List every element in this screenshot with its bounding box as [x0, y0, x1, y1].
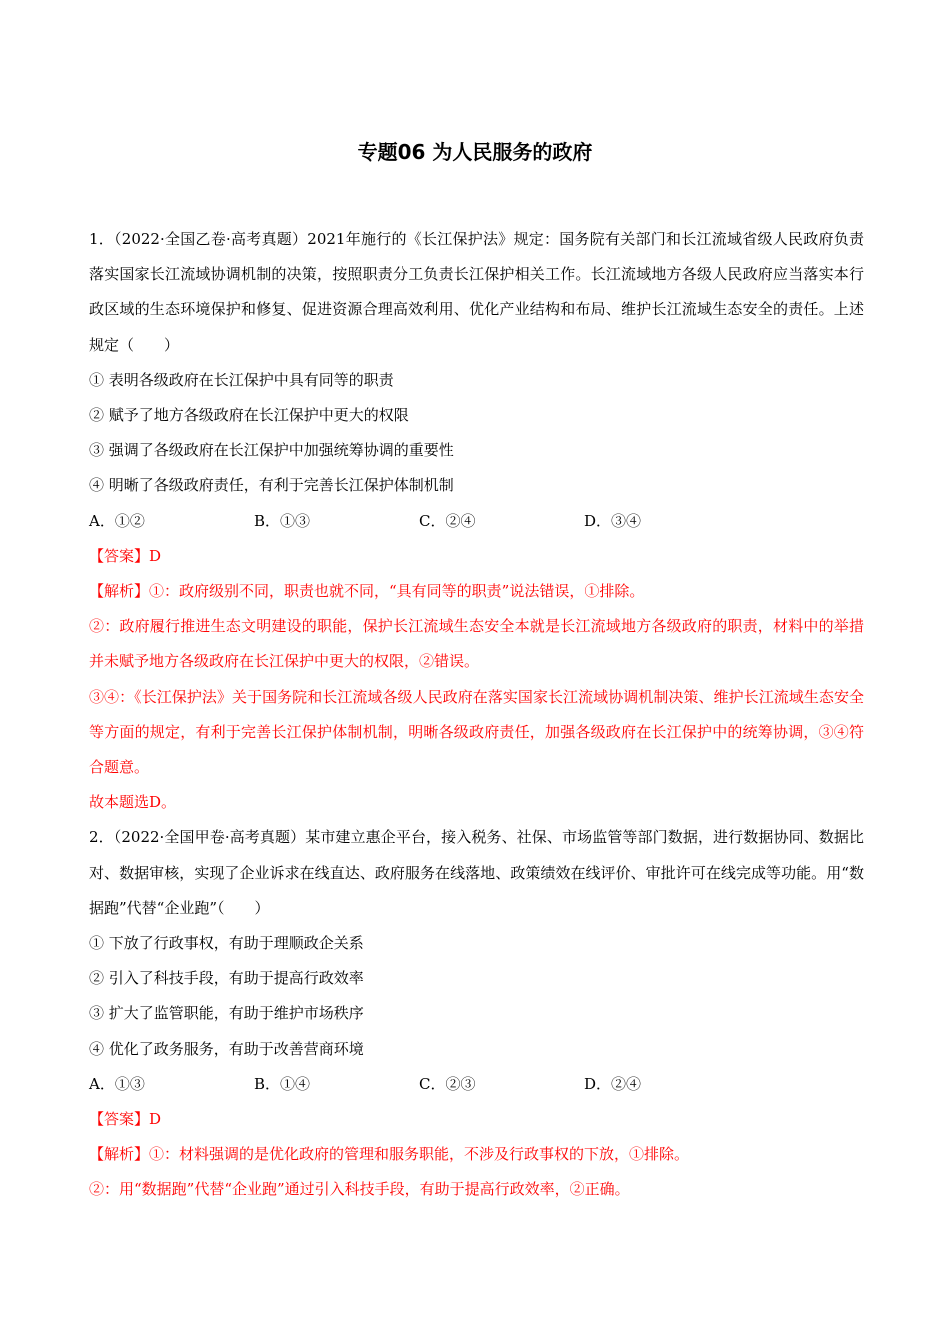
page-title: 专题06 为人民服务的政府 — [357, 140, 593, 164]
question-2-option-a: A．①③ — [89, 1074, 145, 1093]
question-1-statement-4: ④ 明晰了各级政府责任，有利于完善长江保护体制机制 — [89, 476, 454, 495]
question-1-stem: 1．（2022·全国乙卷·高考真题）2021年施行的《长江保护法》规定：国务院有关部门和长江流域省级人民政府负责落实国家长江流域协调机制的决策，按照职责分工负责长江保护相关工作。长江流域地方各级人民政府应当落实本行政区域的生态环境保护和修复、促进资源合理高效利用、优化产业结构和布局、维护长江流域生态安全的责任。上述规定（ ） — [89, 230, 864, 354]
question-2-analysis-2: ②：用“数据跑”代替“企业跑”通过引入科技手段，有助于提高行政效率，②正确。 — [89, 1180, 630, 1199]
question-1-analysis-2: ②：政府履行推进生态文明建设的职能，保护长江流域生态安全本就是长江流域地方各级政府的职责，材料中的举措并未赋予地方各级政府在长江保护中更大的权限，②错误。 — [89, 617, 864, 671]
question-1-analysis-4: 故本题选D。 — [89, 793, 177, 812]
question-1-option-c: C．②④ — [419, 511, 476, 530]
question-1-statement-2: ② 赋予了地方各级政府在长江保护中更大的权限 — [89, 406, 409, 425]
question-1-analysis-3: ③④：《长江保护法》关于国务院和长江流域各级人民政府在落实国家长江流域协调机制决策、维护长江流域生态安全等方面的规定，有利于完善长江保护体制机制，明晰各级政府责任，加强各级政府在长江保护中的统筹协调，③④符合题意。 — [89, 687, 864, 777]
question-2-answer: 【答案】D — [89, 1110, 162, 1129]
question-2-analysis-1: 【解析】①：材料强调的是优化政府的管理和服务职能，不涉及行政事权的下放，①排除。 — [89, 1145, 690, 1164]
question-1-statement-1: ① 表明各级政府在长江保护中具有同等的职责 — [89, 370, 394, 389]
question-1-analysis-1: 【解析】①：政府级别不同，职责也就不同，“具有同等的职责”说法错误，①排除。 — [89, 582, 645, 601]
question-2-statement-1: ① 下放了行政事权，有助于理顺政企关系 — [89, 934, 364, 953]
question-2-statement-2: ② 引入了科技手段，有助于提高行政效率 — [89, 969, 364, 988]
question-2-option-d: D．②④ — [584, 1074, 642, 1093]
question-2-statement-3: ③ 扩大了监管职能，有助于维护市场秩序 — [89, 1004, 364, 1023]
question-1-option-b: B．①③ — [254, 511, 311, 530]
question-1-statement-3: ③ 强调了各级政府在长江保护中加强统筹协调的重要性 — [89, 441, 454, 460]
question-2-stem: 2．（2022·全国甲卷·高考真题）某市建立惠企平台，接入税务、社保、市场监管等部门数据，进行数据协同、数据比对、数据审核，实现了企业诉求在线直达、政府服务在线落地、政策绩效在线评价、审批许可在线完成等功能。用“数据跑”代替“企业跑”（ ） — [89, 828, 864, 917]
question-1-options — [89, 504, 864, 539]
question-list — [89, 222, 864, 1208]
question-2-option-b: B．①④ — [254, 1074, 311, 1093]
question-1-option-a: A．①② — [89, 511, 145, 530]
question-1-answer: 【答案】D — [89, 546, 162, 565]
question-1-option-d: D．③④ — [584, 511, 642, 530]
question-2-statement-4: ④ 优化了政务服务，有助于改善营商环境 — [89, 1039, 364, 1058]
question-2-option-c: C．②③ — [419, 1074, 476, 1093]
question-2-options — [89, 1067, 864, 1102]
